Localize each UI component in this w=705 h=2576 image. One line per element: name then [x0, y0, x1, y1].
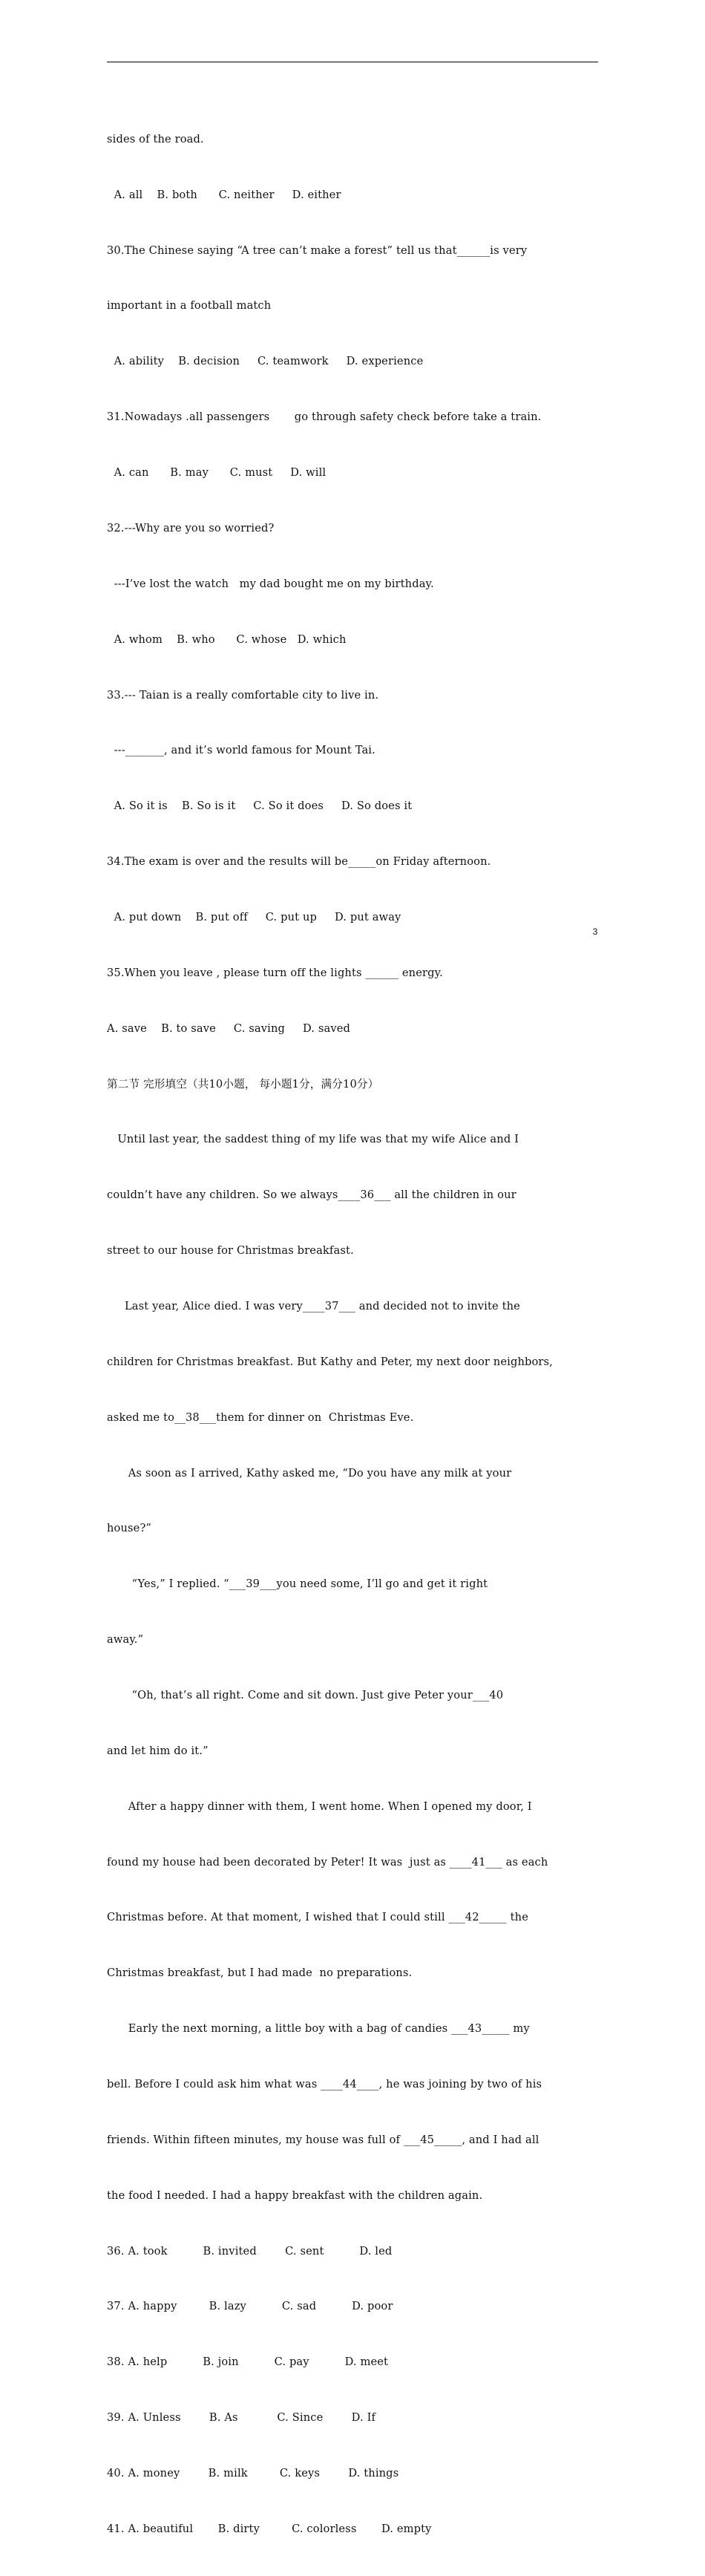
passage-line: After a happy dinner with them, I went home. When I opened my door, I: [107, 1799, 532, 1813]
passage-line: friends. Within fifteen minutes, my house was full of ___45_____, and I had all: [107, 2133, 540, 2146]
passage-line: Christmas before. At that moment, I wished that I could still ___42_____ the: [107, 1911, 529, 1924]
passage-line: children for Christmas breakfast. But Kathy and Peter, my next door neighbors,: [107, 1355, 553, 1368]
options-line: A. save B. to save C. saving D. saved: [107, 1021, 351, 1035]
passage-line: Until last year, the saddest thing of my life was that my wife Alice and I: [107, 1133, 519, 1146]
options-line: A. whom B. who C. whose D. which: [107, 632, 347, 646]
text-line: important in a football match: [107, 299, 272, 313]
text-line: ---I’ve lost the watch my dad bought me on my birthday.: [107, 577, 434, 590]
passage-line: house?”: [107, 1522, 152, 1535]
text-line: sides of the road.: [107, 132, 204, 146]
question-line: 35.When you leave , please turn off the lights ______ energy.: [107, 966, 443, 979]
passage-line: asked me to__38___them for dinner on Christmas Eve.: [107, 1410, 414, 1424]
passage-line: “Oh, that’s all right. Come and sit down. Just give Peter your___40: [107, 1688, 504, 1701]
passage-line: couldn’t have any children. So we always____36___ all the children in our: [107, 1189, 517, 1202]
options-line: 36. A. took B. invited C. sent D. led: [107, 2244, 393, 2258]
options-line: A. put down B. put off C. put up D. put away: [107, 910, 401, 923]
question-line: 33.--- Taian is a really comfortable city to live in.: [107, 688, 379, 702]
question-line: 32.---Why are you so worried?: [107, 521, 275, 535]
passage-line: the food I needed. I had a happy breakfast with the children again.: [107, 2188, 483, 2202]
passage-line: “Yes,” I replied. “___39___you need some, I’ll go and get it right: [107, 1578, 488, 1591]
page-number: 3: [592, 926, 598, 937]
passage-line: and let him do it.”: [107, 1744, 209, 1757]
section-heading: 第二节 完形填空（共10小题， 每小题1分，满分10分）: [107, 1077, 379, 1091]
options-line: 40. A. money B. milk C. keys D. things: [107, 2467, 399, 2479]
options-line: 41. A. beautiful B. dirty C. colorless D. empty: [107, 2522, 432, 2535]
question-line: 31.Nowadays .all passengers go through safety check before take a train.: [107, 411, 542, 424]
question-line: 34.The exam is over and the results will be_____on Friday afternoon.: [107, 855, 491, 869]
text-line: ---_______, and it’s world famous for Mount Tai.: [107, 744, 376, 757]
passage-line: Early the next morning, a little boy with a bag of candies ___43_____ my: [107, 2022, 530, 2036]
passage-line: bell. Before I could ask him what was ____44____, he was joining by two of his: [107, 2077, 542, 2090]
document-body: [107, 94, 598, 2576]
options-line: 37. A. happy B. lazy C. sad D. poor: [107, 2300, 393, 2313]
passage-line: Last year, Alice died. I was very____37___ and decided not to invite the: [107, 1299, 520, 1312]
passage-line: As soon as I arrived, Kathy asked me, “Do you have any milk at your: [107, 1466, 512, 1480]
options-line: A. So it is B. So is it C. So it does D. So does it: [107, 800, 413, 813]
options-line: 39. A. Unless B. As C. Since D. If: [107, 2411, 376, 2425]
text-line: A. all B. both C. neither D. either: [107, 188, 341, 201]
options-line: A. ability B. decision C. teamwork D. experience: [107, 355, 424, 368]
passage-line: street to our house for Christmas breakfast.: [107, 1244, 354, 1258]
passage-line: Christmas breakfast, but I had made no preparations.: [107, 1967, 413, 1980]
passage-line: away.”: [107, 1633, 144, 1647]
passage-line: found my house had been decorated by Peter! It was just as ____41___ as each: [107, 1855, 548, 1869]
options-line: A. can B. may C. must D. will: [107, 466, 327, 480]
options-line: 38. A. help B. join C. pay D. meet: [107, 2356, 389, 2369]
question-line: 30.The Chinese saying “A tree can’t make a forest” tell us that______is very: [107, 243, 528, 257]
